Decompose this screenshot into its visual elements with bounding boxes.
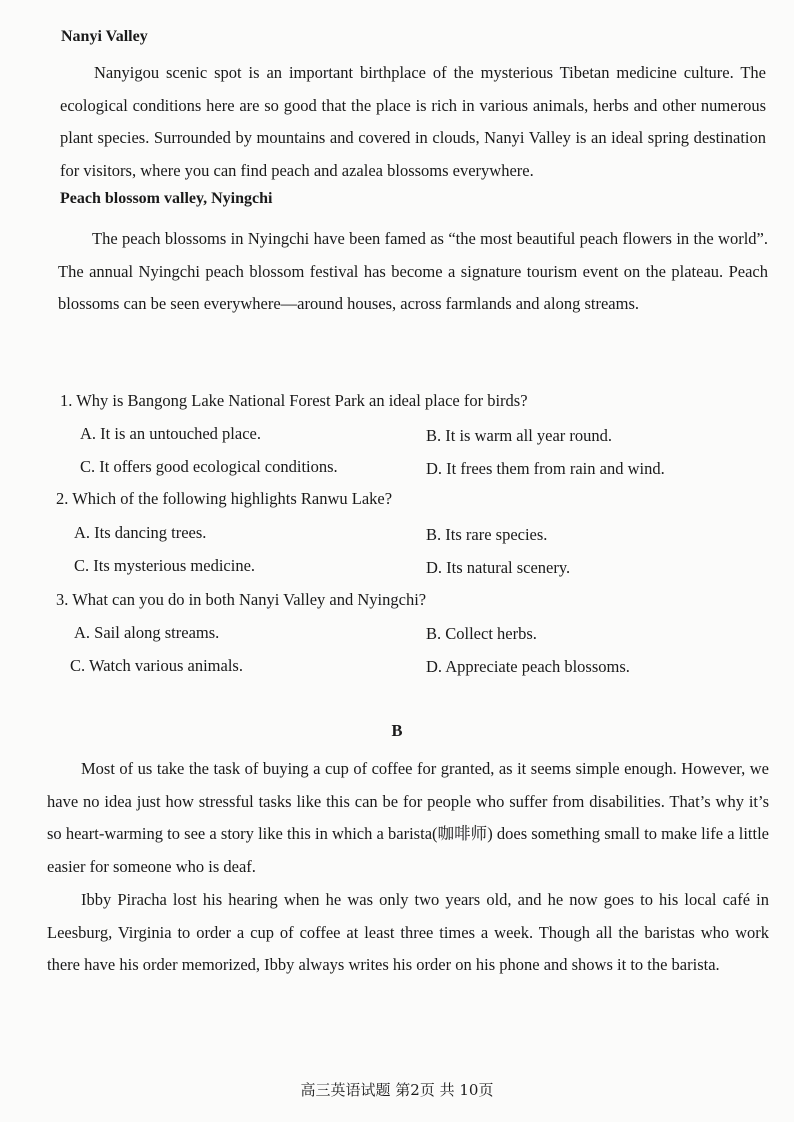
question-2-option-d: D. Its natural scenery. <box>426 558 571 577</box>
question-1-option-c: C. It offers good ecological conditions. <box>80 457 338 476</box>
nanyi-valley-heading: Nanyi Valley <box>61 28 148 45</box>
question-3-option-c: C. Watch various animals. <box>70 656 243 675</box>
nanyi-valley-paragraph: Nanyigou scenic spot is an important birthplace of the mysterious Tibetan medicine culture. The ecological conditions here are so good that the place is rich in various animals, herbs and other numerous plant species. Surrounded by mountains and covered in clouds, Nanyi Valley is an ideal spring destination for visitors, where you can find peach and azalea blossoms everywhere. <box>60 63 766 180</box>
question-2-stem: 2. Which of the following highlights Ranwu Lake? <box>56 489 393 508</box>
peach-blossom-paragraph: The peach blossoms in Nyingchi have been famed as “the most beautiful peach flowers in the world”. The annual Nyingchi peach blossom festival has become a signature tourism event on the plateau. Peach blossoms can be seen everywhere—around houses, across farmlands and along streams. <box>58 229 768 313</box>
question-1-stem: 1. Why is Bangong Lake National Forest Park an ideal place for birds? <box>60 391 528 410</box>
page-footer: 高三英语试题 第2页 共 10页 <box>300 1081 494 1099</box>
question-1-option-b: B. It is warm all year round. <box>426 426 613 445</box>
passage-b-paragraph-1: Most of us take the task of buying a cup of coffee for granted, as it seems simple enough. However, we have no idea just how stressful tasks like this can be for people who suffer from disabilities. That’s why it’s so heart-warming to see a story like this in which a barista(咖啡师) does something small to make life a little easier for someone who is deaf. <box>47 759 769 876</box>
question-1-option-a: A. It is an untouched place. <box>80 424 261 443</box>
passage-b-paragraph-2: Ibby Piracha lost his hearing when he was only two years old, and he now goes to his local café in Leesburg, Virginia to order a cup of coffee at least three times a week. Though all the baristas who work there have his order memorized, Ibby always writes his order on his phone and shows it to the barista. <box>47 890 769 974</box>
section-b-label: B <box>391 721 403 740</box>
question-3-stem: 3. What can you do in both Nanyi Valley and Nyingchi? <box>56 590 427 609</box>
question-3-option-a: A. Sail along streams. <box>74 623 220 642</box>
question-2-option-c: C. Its mysterious medicine. <box>74 556 256 575</box>
question-3-option-b: B. Collect herbs. <box>426 624 537 643</box>
question-2-option-b: B. Its rare species. <box>426 525 548 544</box>
question-1-option-d: D. It frees them from rain and wind. <box>426 459 665 478</box>
peach-blossom-heading: Peach blossom valley, Nyingchi <box>60 190 273 207</box>
question-2-option-a: A. Its dancing trees. <box>74 523 207 542</box>
question-3-option-d: D. Appreciate peach blossoms. <box>426 657 630 676</box>
